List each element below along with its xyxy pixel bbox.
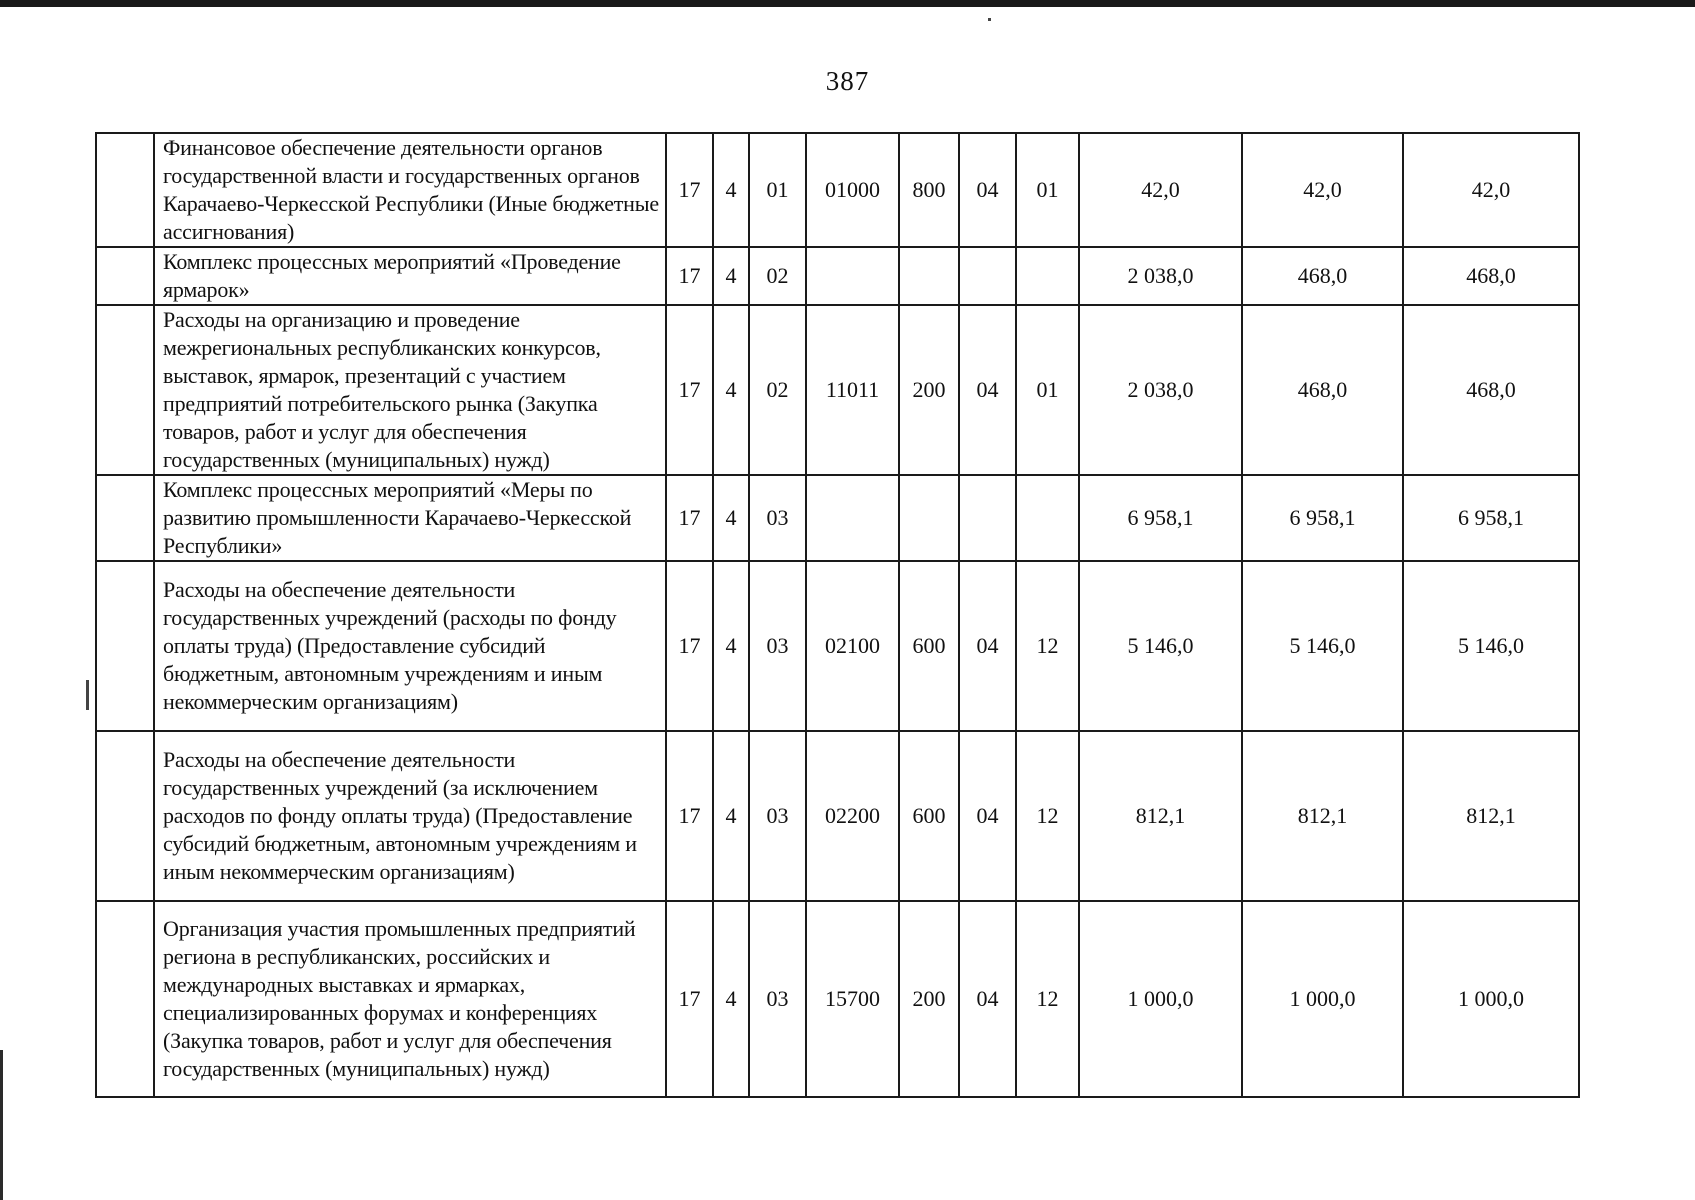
code-cell: 4: [713, 901, 749, 1097]
amount-cell: 812,1: [1403, 731, 1579, 901]
code-cell: 4: [713, 731, 749, 901]
row-description: Организация участия промышленных предприятий региона в республиканских, российских и международных выставках и ярмарках, специализированных форумах и конференциях (Закупка товаров, работ и услуг для обеспечения государственных (муниципальных) нужд): [154, 901, 666, 1097]
code-cell: [959, 475, 1016, 561]
code-cell: 04: [959, 901, 1016, 1097]
code-cell: 200: [899, 901, 959, 1097]
code-cell: 04: [959, 133, 1016, 247]
code-cell: [899, 475, 959, 561]
code-cell: 12: [1016, 731, 1079, 901]
amount-cell: 5 146,0: [1403, 561, 1579, 731]
code-cell: 4: [713, 247, 749, 305]
table-body: [96, 133, 1579, 1097]
code-cell: 17: [666, 305, 713, 475]
budget-table: [95, 132, 1580, 1098]
code-cell: 600: [899, 731, 959, 901]
code-cell: 4: [713, 305, 749, 475]
table-row: [96, 133, 1579, 247]
code-cell: 04: [959, 561, 1016, 731]
amount-cell: 468,0: [1242, 305, 1403, 475]
row-description: Расходы на обеспечение деятельности государственных учреждений (за исключением расходов по фонду оплаты труда) (Предоставление субсидий бюджетным, автономным учреждениям и иным некоммерческим организациям): [154, 731, 666, 901]
code-cell: [959, 247, 1016, 305]
amount-cell: 42,0: [1079, 133, 1242, 247]
code-cell: 03: [749, 561, 806, 731]
row-description: Расходы на организацию и проведение межрегиональных республиканских конкурсов, выставок, ярмарок, презентаций с участием предприятий потребительского рынка (Закупка товаров, работ и услуг для обеспечения государственных (муниципальных) нужд): [154, 305, 666, 475]
table-row: [96, 731, 1579, 901]
code-cell: 03: [749, 731, 806, 901]
table-row: [96, 247, 1579, 305]
code-cell: 02200: [806, 731, 899, 901]
code-cell: [806, 475, 899, 561]
code-cell: 4: [713, 475, 749, 561]
code-cell: 17: [666, 133, 713, 247]
code-cell: 4: [713, 561, 749, 731]
row-description: Комплекс процессных мероприятий «Проведение ярмарок»: [154, 247, 666, 305]
amount-cell: 6 958,1: [1079, 475, 1242, 561]
amount-cell: 5 146,0: [1079, 561, 1242, 731]
amount-cell: 42,0: [1403, 133, 1579, 247]
amount-cell: 6 958,1: [1242, 475, 1403, 561]
code-cell: 17: [666, 731, 713, 901]
amount-cell: 468,0: [1403, 305, 1579, 475]
row-blank-cell: [96, 561, 154, 731]
code-cell: 03: [749, 901, 806, 1097]
row-description: Комплекс процессных мероприятий «Меры по развитию промышленности Карачаево-Черкесской Республики»: [154, 475, 666, 561]
code-cell: 17: [666, 901, 713, 1097]
code-cell: 17: [666, 475, 713, 561]
code-cell: 04: [959, 305, 1016, 475]
row-blank-cell: [96, 305, 154, 475]
code-cell: 02: [749, 305, 806, 475]
amount-cell: 468,0: [1403, 247, 1579, 305]
row-blank-cell: [96, 731, 154, 901]
row-blank-cell: [96, 247, 154, 305]
code-cell: [899, 247, 959, 305]
code-cell: 01: [1016, 305, 1079, 475]
amount-cell: 468,0: [1242, 247, 1403, 305]
table-row: [96, 475, 1579, 561]
code-cell: 17: [666, 247, 713, 305]
scan-speck: [86, 680, 89, 710]
table-row: [96, 305, 1579, 475]
scan-speck: [988, 18, 991, 21]
table-row: [96, 561, 1579, 731]
code-cell: [1016, 247, 1079, 305]
amount-cell: 812,1: [1242, 731, 1403, 901]
code-cell: 04: [959, 731, 1016, 901]
amount-cell: 42,0: [1242, 133, 1403, 247]
row-blank-cell: [96, 133, 154, 247]
code-cell: 02100: [806, 561, 899, 731]
row-description: Финансовое обеспечение деятельности органов государственной власти и государственных органов Карачаево-Черкесской Республики (Иные бюджетные ассигнования): [154, 133, 666, 247]
code-cell: 11011: [806, 305, 899, 475]
code-cell: 01000: [806, 133, 899, 247]
code-cell: [806, 247, 899, 305]
table-row: [96, 901, 1579, 1097]
amount-cell: 5 146,0: [1242, 561, 1403, 731]
amount-cell: 1 000,0: [1403, 901, 1579, 1097]
row-blank-cell: [96, 475, 154, 561]
page-number: 387: [825, 66, 870, 96]
amount-cell: 2 038,0: [1079, 305, 1242, 475]
code-cell: 800: [899, 133, 959, 247]
scan-top-border: [0, 0, 1695, 7]
code-cell: 12: [1016, 901, 1079, 1097]
amount-cell: 1 000,0: [1079, 901, 1242, 1097]
code-cell: 600: [899, 561, 959, 731]
code-cell: 17: [666, 561, 713, 731]
amount-cell: 6 958,1: [1403, 475, 1579, 561]
code-cell: 01: [749, 133, 806, 247]
code-cell: [1016, 475, 1079, 561]
code-cell: 15700: [806, 901, 899, 1097]
amount-cell: 1 000,0: [1242, 901, 1403, 1097]
amount-cell: 2 038,0: [1079, 247, 1242, 305]
code-cell: 02: [749, 247, 806, 305]
code-cell: 03: [749, 475, 806, 561]
code-cell: 01: [1016, 133, 1079, 247]
code-cell: 12: [1016, 561, 1079, 731]
code-cell: 200: [899, 305, 959, 475]
row-blank-cell: [96, 901, 154, 1097]
amount-cell: 812,1: [1079, 731, 1242, 901]
code-cell: 4: [713, 133, 749, 247]
row-description: Расходы на обеспечение деятельности государственных учреждений (расходы по фонду оплаты труда) (Предоставление субсидий бюджетным, автономным учреждениям и иным некоммерческим организациям): [154, 561, 666, 731]
scan-left-border: [0, 1050, 3, 1200]
